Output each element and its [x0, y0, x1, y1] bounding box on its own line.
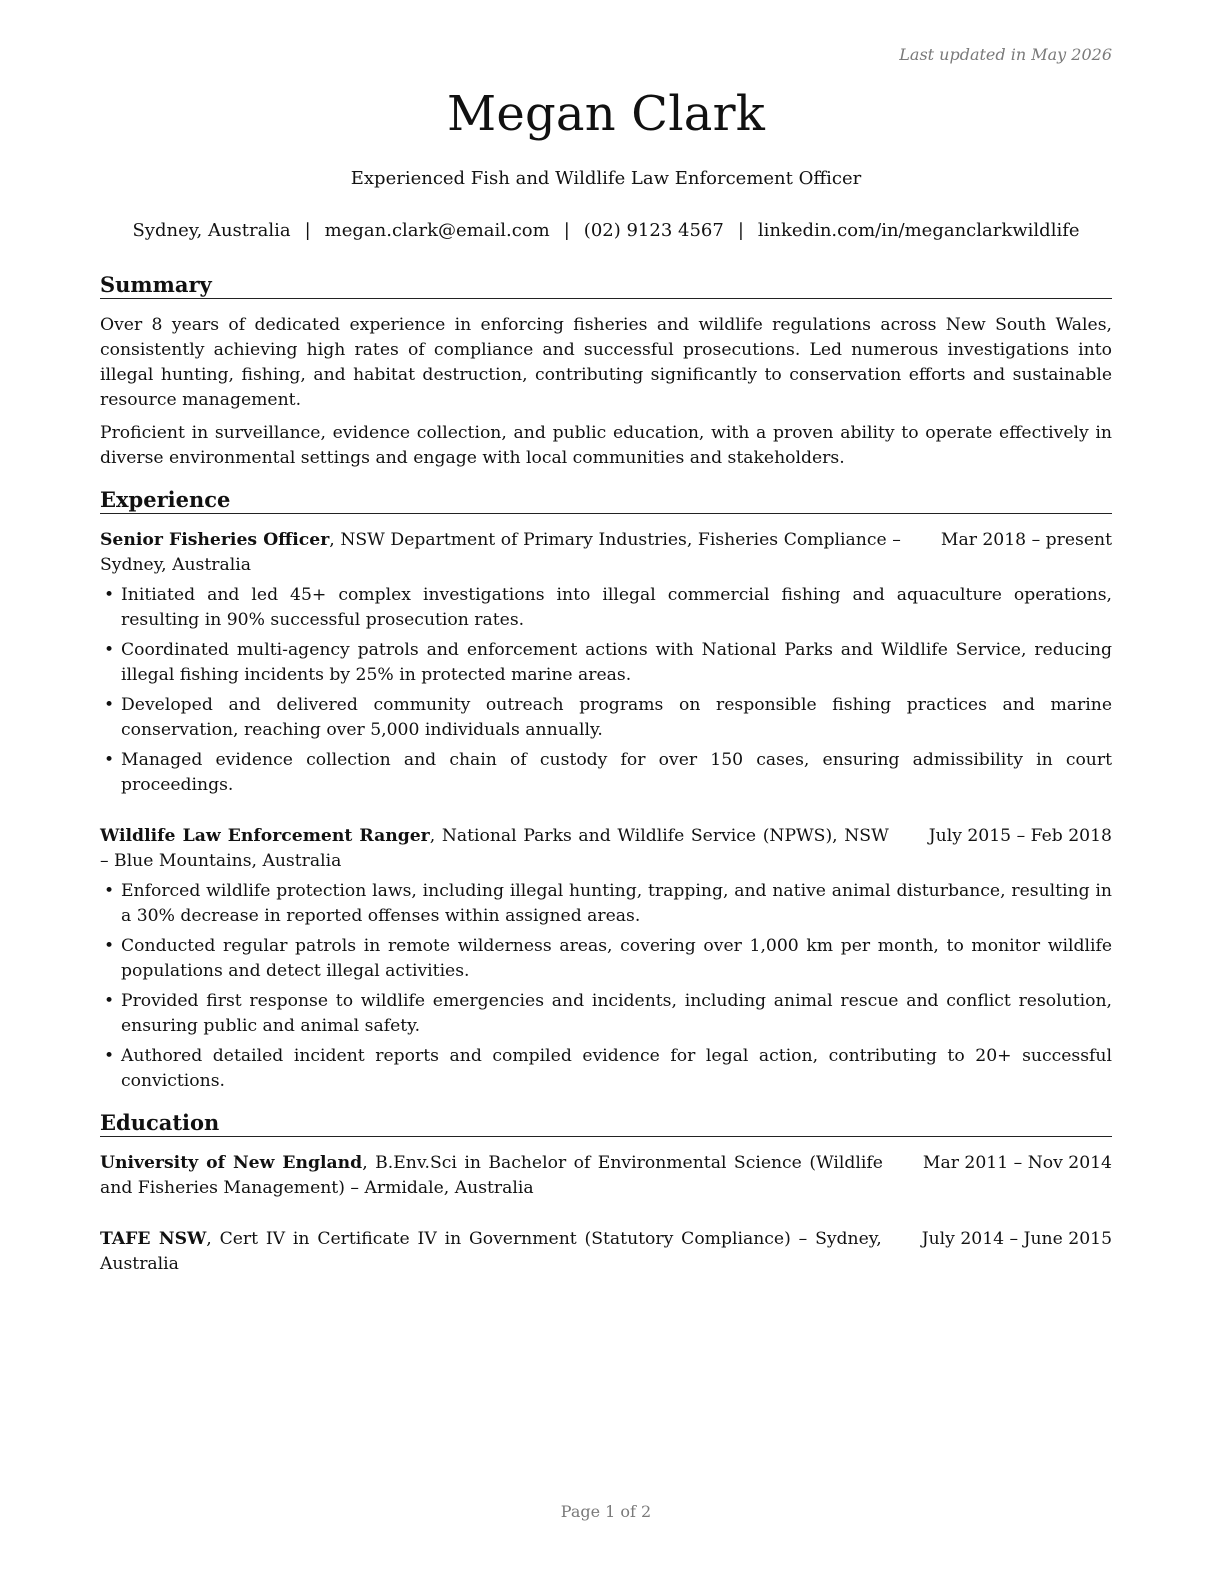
bullet-icon: •: [104, 640, 115, 660]
bullet-text: Initiated and led 45+ complex investigations into illegal commercial fishing and aquaculture operations, resulting in 90% successful prosecution rates.: [121, 585, 1112, 630]
summary-paragraph: Proficient in surveillance, evidence collection, and public education, with a proven ability to operate effectively in diverse environmental settings and engage with local communities and stakeholders.: [100, 423, 1112, 468]
bullet-text: Enforced wildlife protection laws, including illegal hunting, trapping, and native animal disturbance, resulting in a 30% decrease in reported offenses within assigned areas.: [121, 881, 1112, 926]
bullet-icon: •: [104, 695, 115, 715]
list-item: [100, 1044, 1112, 1094]
education-section: [100, 1110, 1112, 1277]
education-dates: July 2014 – June 2015: [921, 1229, 1112, 1249]
list-item: [100, 879, 1112, 929]
section-title-summary: Summary: [100, 272, 1112, 299]
experience-entry-header: [100, 528, 1112, 578]
bullet-text: Managed evidence collection and chain of custody for over 150 cases, ensuring admissibility in court proceedings.: [121, 750, 1112, 795]
bullet-icon: •: [104, 585, 115, 605]
job-details: , NSW Department of Primary Industries, Fisheries Compliance – Sydney, Australia: [100, 530, 901, 575]
experience-entry-title: [100, 824, 929, 874]
candidate-headline: Experienced Fish and Wildlife Law Enforcement Officer: [350, 168, 862, 189]
contact-separator: |: [737, 220, 744, 241]
contact-separator: |: [563, 220, 570, 241]
education-dates: Mar 2011 – Nov 2014: [922, 1153, 1112, 1173]
job-details: , National Parks and Wildlife Service (NPWS), NSW – Blue Mountains, Australia: [100, 826, 889, 871]
degree-details: , B.Env.Sci in Bachelor of Environmental Science (Wildlife and Fisheries Management) – Armidale, Australia: [100, 1153, 883, 1198]
resume-page: [100, 0, 1112, 1584]
bullet-icon: •: [104, 750, 115, 770]
contact-linkedin[interactable]: linkedin.com/in/meganclarkwildlife: [757, 220, 1080, 241]
contact-location: Sydney, Australia: [132, 220, 291, 241]
education-entry: [100, 1151, 1112, 1201]
bullet-text: Provided first response to wildlife emergencies and incidents, including animal rescue and conflict resolution, ensuring public and animal safety.: [121, 991, 1112, 1036]
resume-content: [100, 272, 1112, 1293]
job-bullet-list: [100, 583, 1112, 798]
bullet-icon: •: [104, 936, 115, 956]
job-role: Wildlife Law Enforcement Ranger: [100, 826, 430, 846]
job-role: Senior Fisheries Officer: [100, 530, 330, 550]
education-entry-title: [100, 1151, 923, 1201]
contact-separator: |: [304, 220, 311, 241]
section-title-education: Education: [100, 1110, 1112, 1137]
education-entry-header: [100, 1151, 1112, 1201]
page-number: Page 1 of 2: [560, 1502, 652, 1521]
degree-details: , Cert IV in Certificate IV in Government (Statutory Compliance) – Sydney, Australia: [100, 1229, 882, 1274]
candidate-name: Megan Clark: [447, 86, 765, 142]
bullet-icon: •: [104, 991, 115, 1011]
institution-name: TAFE NSW: [100, 1229, 207, 1249]
summary-section: [100, 272, 1112, 471]
list-item: [100, 748, 1112, 798]
list-item: [100, 638, 1112, 688]
bullet-icon: •: [104, 1046, 115, 1066]
experience-entry: [100, 824, 1112, 1094]
education-entry-title: [100, 1227, 922, 1277]
bullet-text: Conducted regular patrols in remote wilderness areas, covering over 1,000 km per month, to monitor wildlife populations and detect illegal activities.: [121, 936, 1112, 981]
job-dates: July 2015 – Feb 2018: [928, 826, 1112, 846]
experience-entry-header: [100, 824, 1112, 874]
contact-line: [100, 220, 1112, 241]
list-item: [100, 989, 1112, 1039]
contact-phone[interactable]: (02) 9123 4567: [583, 220, 724, 241]
education-entry: [100, 1227, 1112, 1277]
bullet-text: Authored detailed incident reports and compiled evidence for legal action, contributing to 20+ successful convictions.: [121, 1046, 1112, 1091]
contact-email[interactable]: megan.clark@email.com: [324, 220, 550, 241]
list-item: [100, 693, 1112, 743]
institution-name: University of New England: [100, 1153, 363, 1173]
bullet-text: Coordinated multi-agency patrols and enforcement actions with National Parks and Wildlife Service, reducing illegal fishing incidents by 25% in protected marine areas.: [121, 640, 1112, 685]
list-item: [100, 934, 1112, 984]
bullet-text: Developed and delivered community outreach programs on responsible fishing practices and marine conservation, reaching over 5,000 individuals annually.: [121, 695, 1112, 740]
list-item: [100, 583, 1112, 633]
last-updated-note: Last updated in May 2026: [899, 45, 1112, 64]
job-dates: Mar 2018 – present: [940, 530, 1112, 550]
experience-entry-title: [100, 528, 941, 578]
experience-entry: [100, 528, 1112, 798]
section-title-experience: Experience: [100, 487, 1112, 514]
bullet-icon: •: [104, 881, 115, 901]
education-entry-header: [100, 1227, 1112, 1277]
job-bullet-list: [100, 879, 1112, 1094]
experience-section: [100, 487, 1112, 1094]
summary-paragraph: Over 8 years of dedicated experience in enforcing fisheries and wildlife regulations across New South Wales, consistently achieving high rates of compliance and successful prosecutions. Led numerous investigations into illegal hunting, fishing, and habitat destruction, contributing significantly to conservation efforts and sustainable resource management.: [100, 315, 1112, 410]
